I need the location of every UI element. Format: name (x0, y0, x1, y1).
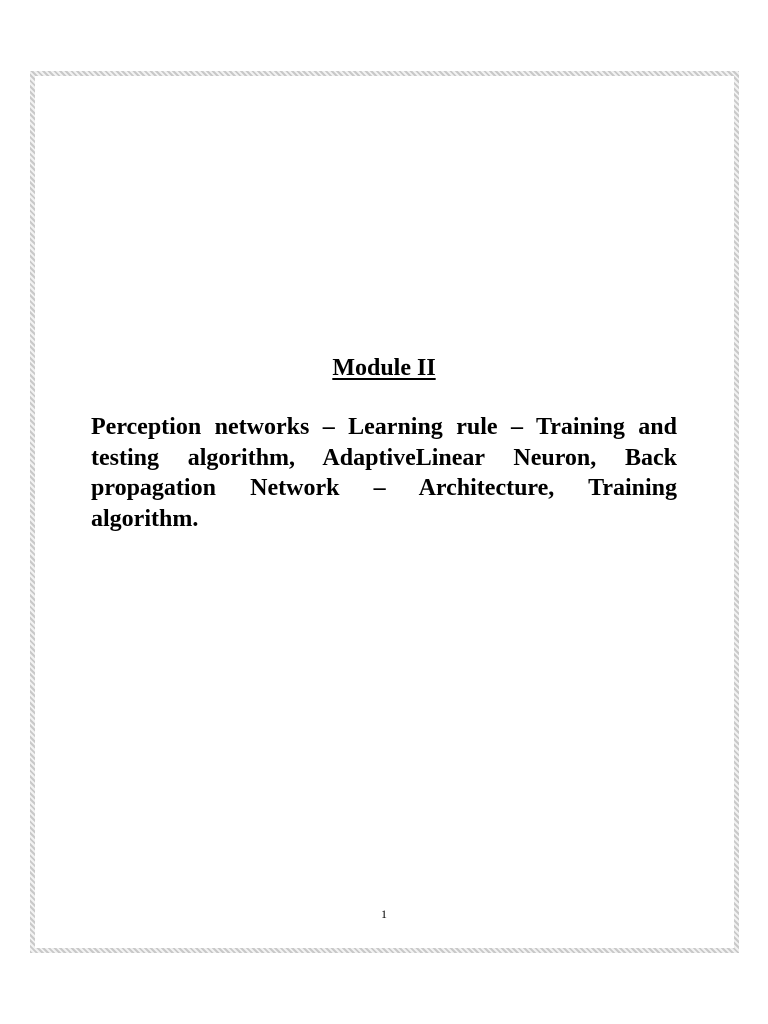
module-description: Perception networks – Learning rule – Training and testing algorithm, AdaptiveLinear Neuron, Back propagation Network – Architecture, Training algorithm. (91, 414, 677, 532)
module-title: Module II (332, 355, 436, 381)
page-number: 1 (381, 907, 387, 921)
